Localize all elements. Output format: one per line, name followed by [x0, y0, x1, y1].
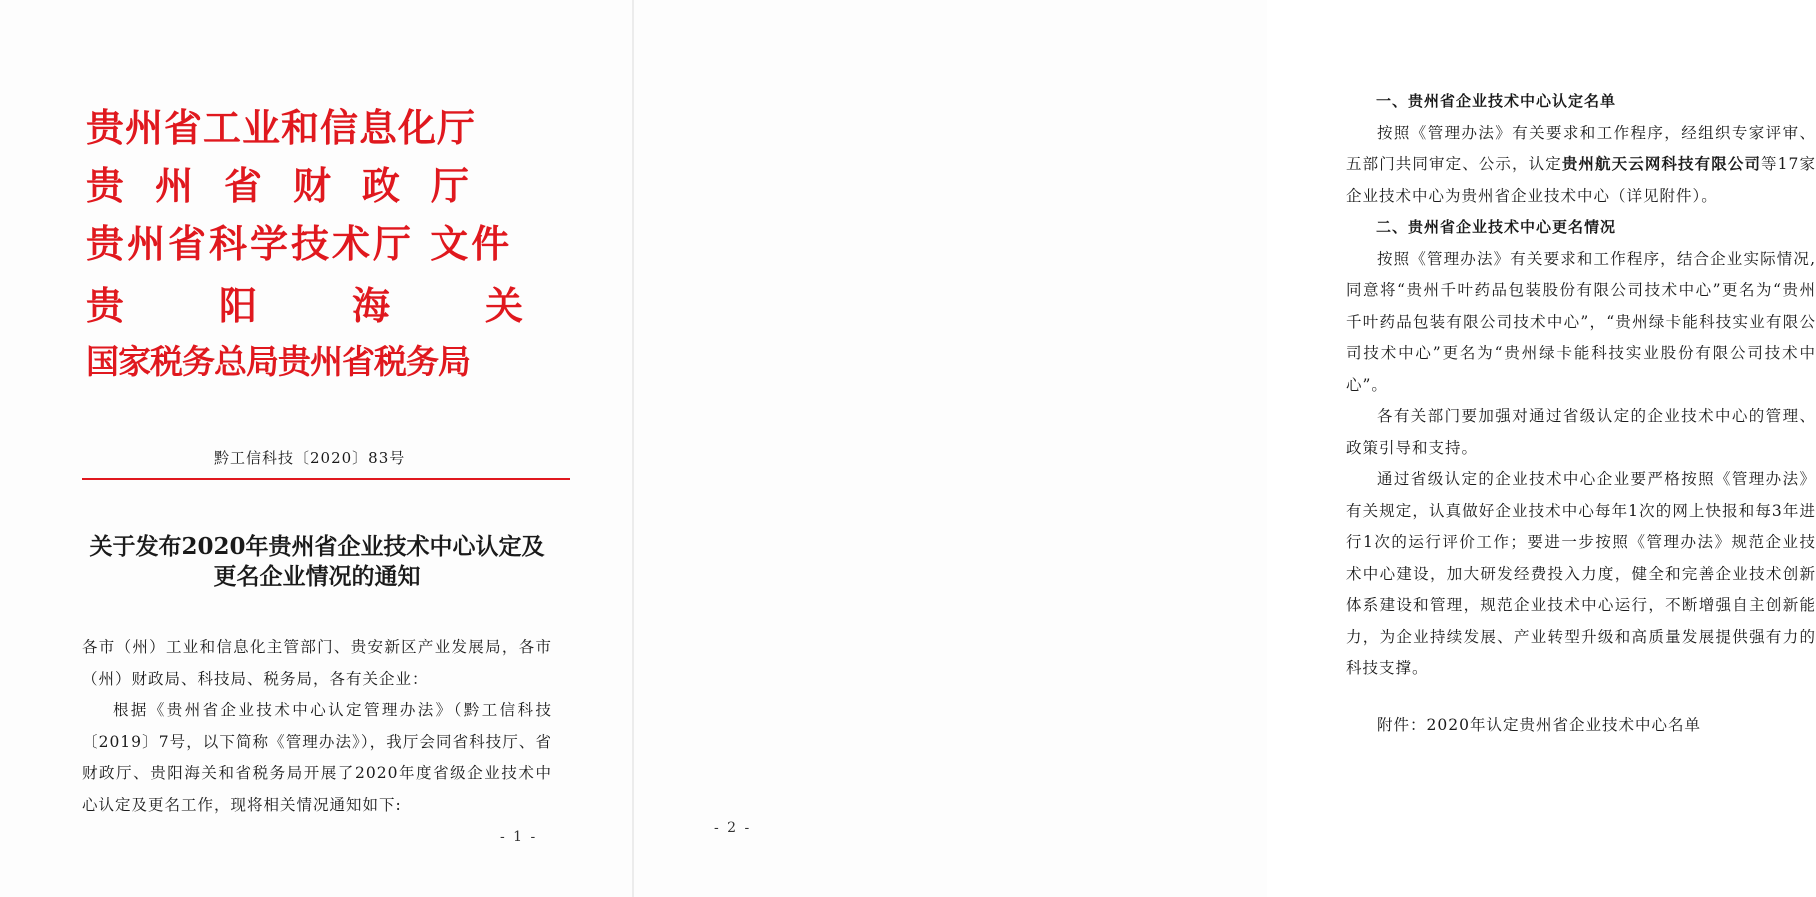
page-2 [634, 0, 1816, 897]
issuer-industry-dept: 贵州省工业和信息化厅 [86, 106, 477, 150]
issuer-science-dept: 贵州省科学技术厅 文件 [86, 222, 513, 266]
requirements-paragraph: 通过省级认定的企业技术中心企业要严格按照《管理办法》有关规定，认真做好企业技术中心每年1次的网上快报和每3年进行1次的运行评价工作；要进一步按照《管理办法》规范企业技术中心建设，加大研发经费投入力度，健全和完善企业技术创新体系建设和管理，规范企业技术中心运行，不断增强自主创新能力，为企业持续发展、产业转型升级和高质量发展提供强有力的科技支撑。 [1346, 470, 1816, 677]
issuer-customs: 贵阳海关 [86, 284, 619, 328]
page-2-body [1346, 86, 1816, 741]
issuer-tax-bureau: 国家税务总局贵州省税务局 [86, 342, 470, 381]
section-2-heading: 二、贵州省企业技术中心更名情况 [1376, 218, 1617, 236]
section-1-paragraph [1346, 118, 1816, 213]
title-line-2: 更名企业情况的通知 [213, 563, 421, 590]
certified-company-name: 贵州航天云网科技有限公司 [1561, 155, 1762, 173]
section-1-heading: 一、贵州省企业技术中心认定名单 [1376, 92, 1617, 110]
page-1 [0, 0, 633, 897]
issuer-finance-dept: 贵州省财政厅 [86, 164, 501, 208]
management-paragraph: 各有关部门要加强对通过省级认定的企业技术中心的管理、政策引导和支持。 [1346, 407, 1816, 457]
intro-paragraph: 根据《贵州省企业技术中心认定管理办法》（黔工信科技〔2019〕7号，以下简称《管理办法》），我厅会同省科技厅、省财政厅、贵阳海关和省税务局开展了2020年度省级企业技术中心认定及更名工作，现将相关情况通知如下: [82, 701, 552, 814]
section-1-text-a: 按照《管理办法》有关要求和工作程序，经组织专家评审、五部门共同审定、公示，认定 [1346, 123, 1816, 173]
page-number-1: - 1 - [500, 829, 538, 845]
document-number: 黔工信科技〔2020〕83号 [214, 449, 406, 467]
title-line-1: 关于发布2020年贵州省企业技术中心认定及 [89, 533, 545, 560]
page-1-body [82, 632, 552, 821]
page-number-2: - 2 - [714, 820, 752, 836]
section-2-paragraph: 按照《管理办法》有关要求和工作程序，结合企业实际情况,同意将“贵州千叶药品包装股份有限公司技术中心”更名为“贵州千叶药品包装有限公司技术中心”，“贵州绿卡能科技实业有限公司技术中心”更名为“贵州绿卡能科技实业股份有限公司技术中心”。 [1346, 249, 1816, 394]
red-divider [82, 478, 570, 480]
document-title [82, 532, 552, 592]
attachment-note: 附件：2020年认定贵州省企业技术中心名单 [1377, 715, 1701, 734]
section-1-text-b: 等17家企业技术中心为贵州省企业技术中心（详见附件）。 [1346, 155, 1816, 205]
salutation: 各市（州）工业和信息化主管部门、贵安新区产业发展局，各市（州）财政局、科技局、税务局，各有关企业： [82, 638, 552, 688]
